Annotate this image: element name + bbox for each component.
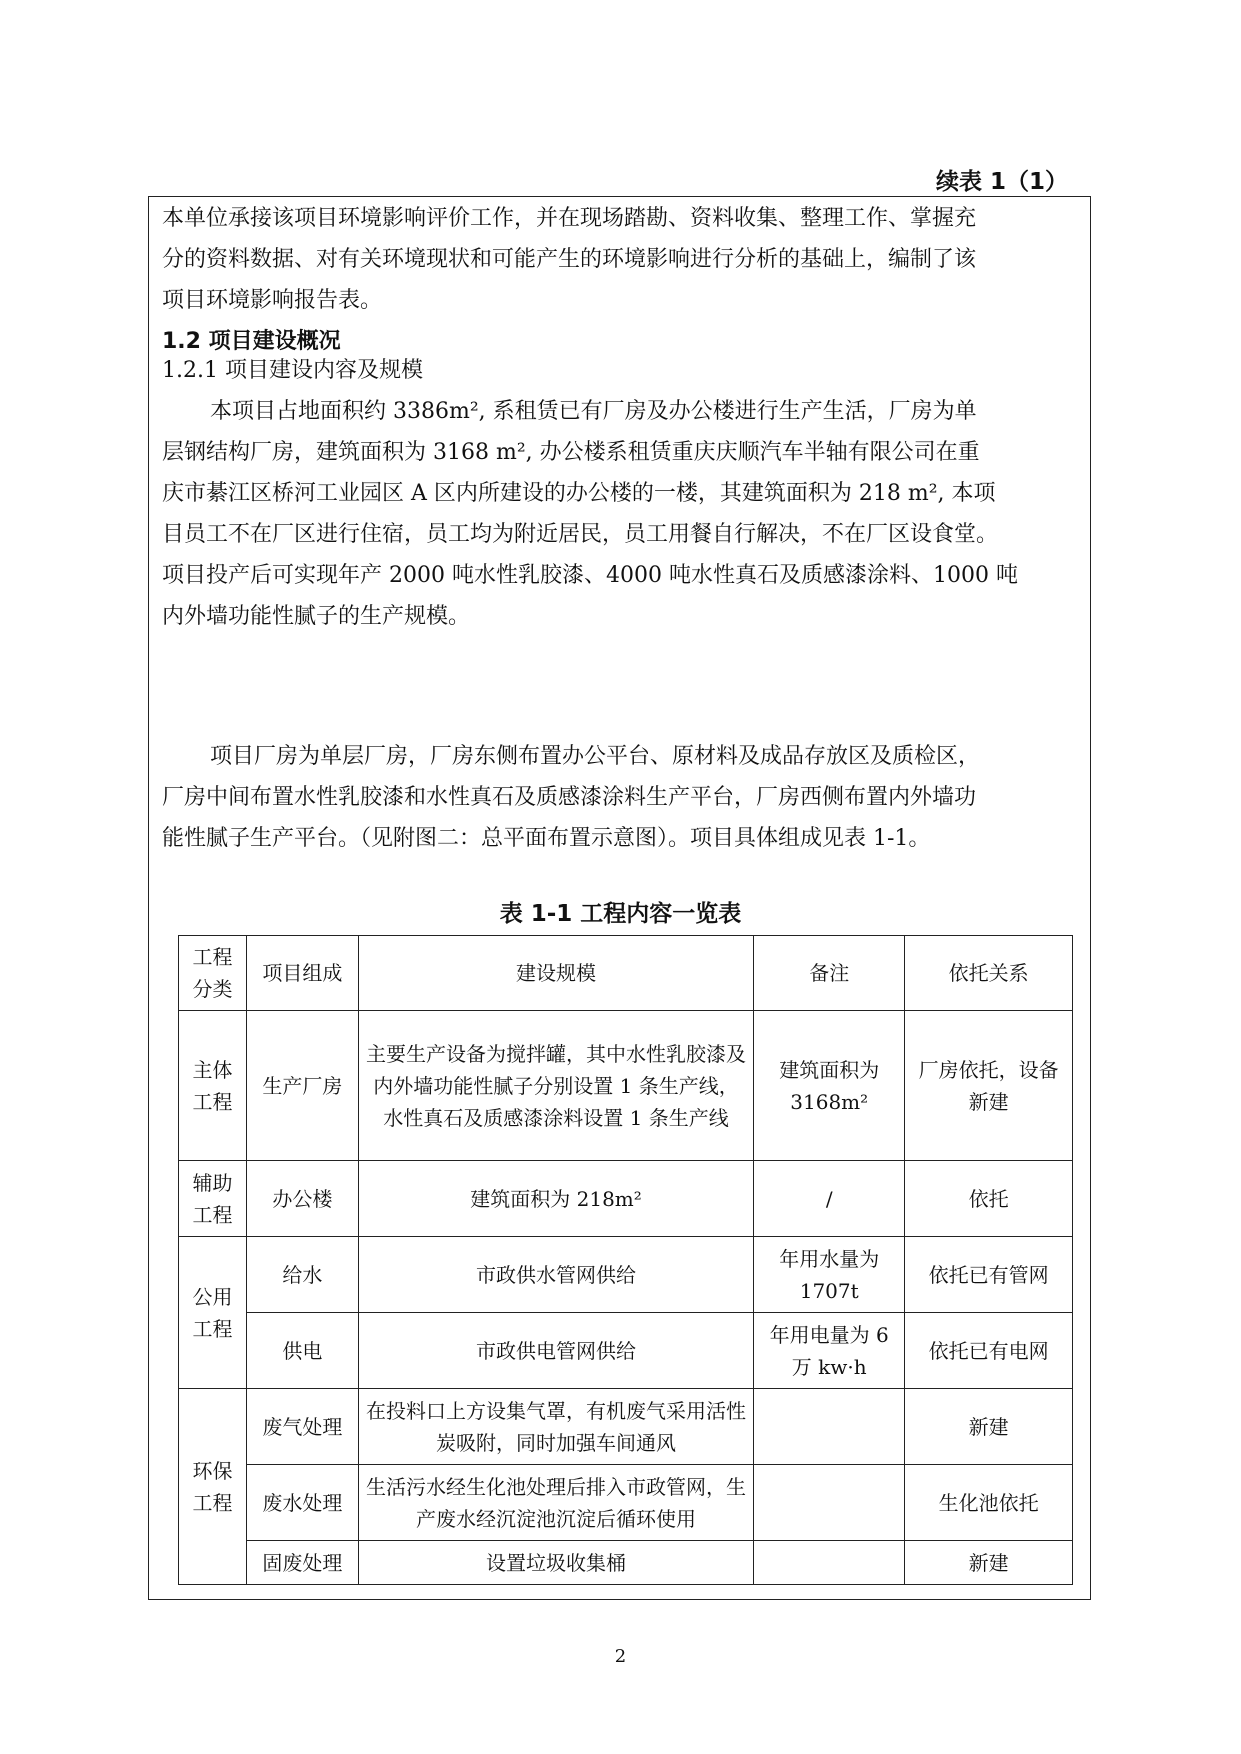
cell-note: /	[754, 1161, 905, 1237]
cell-category: 环保工程	[179, 1389, 247, 1585]
header-relation: 依托关系	[905, 936, 1073, 1011]
cell-item: 固废处理	[246, 1541, 358, 1585]
table-row	[179, 1541, 1073, 1585]
cell-note: 年用电量为 6 万 kw·h	[754, 1313, 905, 1389]
cell-item: 供电	[246, 1313, 358, 1389]
cell-item: 给水	[246, 1237, 358, 1313]
cell-note: 建筑面积为 3168m²	[754, 1011, 905, 1161]
cell-item: 废水处理	[246, 1465, 358, 1541]
text-line: 内外墙功能性腻子的生产规模。	[162, 604, 471, 629]
table-row	[179, 1011, 1073, 1161]
cell-relation: 依托已有电网	[905, 1313, 1073, 1389]
cell-relation: 依托已有管网	[905, 1237, 1073, 1313]
cell-relation: 厂房依托，设备新建	[905, 1011, 1073, 1161]
header-category: 工程分类	[179, 936, 247, 1011]
table-row	[179, 1465, 1073, 1541]
cell-item: 废气处理	[246, 1389, 358, 1465]
page-number: 2	[614, 1646, 627, 1667]
text-line: 目员工不在厂区进行住宿，员工均为附近居民，员工用餐自行解决，不在厂区设食堂。	[162, 522, 999, 547]
cell-note	[754, 1465, 905, 1541]
cell-note	[754, 1389, 905, 1465]
text-line: 庆市綦江区桥河工业园区 A 区内所建设的办公楼的一楼，其建筑面积为 218 m², 本项	[162, 481, 996, 506]
cell-scale: 在投料口上方设集气罩，有机废气采用活性炭吸附，同时加强车间通风	[358, 1389, 753, 1465]
cell-item: 办公楼	[246, 1161, 358, 1237]
subsection-heading: 1.2.1 项目建设内容及规模	[162, 358, 423, 383]
text-line: 项目投产后可实现年产 2000 吨水性乳胶漆、4000 吨水性真石及质感漆涂料、1000 吨	[162, 563, 1018, 588]
text-line: 厂房中间布置水性乳胶漆和水性真石及质感漆涂料生产平台，厂房西侧布置内外墙功	[162, 785, 977, 810]
text-line: 本单位承接该项目环境影响评价工作，并在现场踏勘、资料收集、整理工作、掌握充	[162, 206, 977, 231]
cell-scale: 市政供电管网供给	[358, 1313, 753, 1389]
section-heading: 1.2 项目建设概况	[162, 329, 341, 354]
project-content-table	[178, 935, 1073, 1585]
cell-relation: 新建	[905, 1541, 1073, 1585]
continued-table-label: 续表 1（1）	[936, 169, 1069, 195]
cell-item: 生产厂房	[246, 1011, 358, 1161]
table-row	[179, 1313, 1073, 1389]
cell-scale: 建筑面积为 218m²	[358, 1161, 753, 1237]
table-caption: 表 1-1 工程内容一览表	[499, 901, 742, 927]
table-row	[179, 1237, 1073, 1313]
intro-paragraph	[162, 198, 1080, 362]
header-note: 备注	[754, 936, 905, 1011]
table-row	[179, 1161, 1073, 1237]
layout-paragraph	[162, 736, 1080, 859]
subsection-block	[162, 350, 1080, 637]
text-line: 项目厂房为单层厂房，厂房东侧布置办公平台、原材料及成品存放区及质检区，	[210, 744, 981, 769]
cell-scale: 生活污水经生化池处理后排入市政管网，生产废水经沉淀池沉淀后循环使用	[358, 1465, 753, 1541]
table-row	[179, 1389, 1073, 1465]
cell-category: 辅助工程	[179, 1161, 247, 1237]
cell-scale: 设置垃圾收集桶	[358, 1541, 753, 1585]
cell-scale: 主要生产设备为搅拌罐，其中水性乳胶漆及内外墙功能性腻子分别设置 1 条生产线，水性真石及质感漆涂料设置 1 条生产线	[358, 1011, 753, 1161]
cell-relation: 依托	[905, 1161, 1073, 1237]
cell-category: 公用工程	[179, 1237, 247, 1389]
cell-relation: 新建	[905, 1389, 1073, 1465]
text-line: 分的资料数据、对有关环境现状和可能产生的环境影响进行分析的基础上，编制了该	[162, 247, 977, 272]
text-line: 层钢结构厂房，建筑面积为 3168 m², 办公楼系租赁重庆庆顺汽车半轴有限公司在重	[162, 440, 980, 465]
header-item: 项目组成	[246, 936, 358, 1011]
cell-relation: 生化池依托	[905, 1465, 1073, 1541]
text-line: 本项目占地面积约 3386m², 系租赁已有厂房及办公楼进行生产生活，厂房为单	[210, 399, 977, 424]
table-header-row	[179, 936, 1073, 1011]
text-line: 项目环境影响报告表。	[162, 288, 383, 313]
text-line: 能性腻子生产平台。（见附图二：总平面布置示意图）。项目具体组成见表 1-1。	[162, 826, 931, 851]
header-scale: 建设规模	[358, 936, 753, 1011]
cell-note: 年用水量为 1707t	[754, 1237, 905, 1313]
cell-note	[754, 1541, 905, 1585]
cell-scale: 市政供水管网供给	[358, 1237, 753, 1313]
cell-category: 主体工程	[179, 1011, 247, 1161]
